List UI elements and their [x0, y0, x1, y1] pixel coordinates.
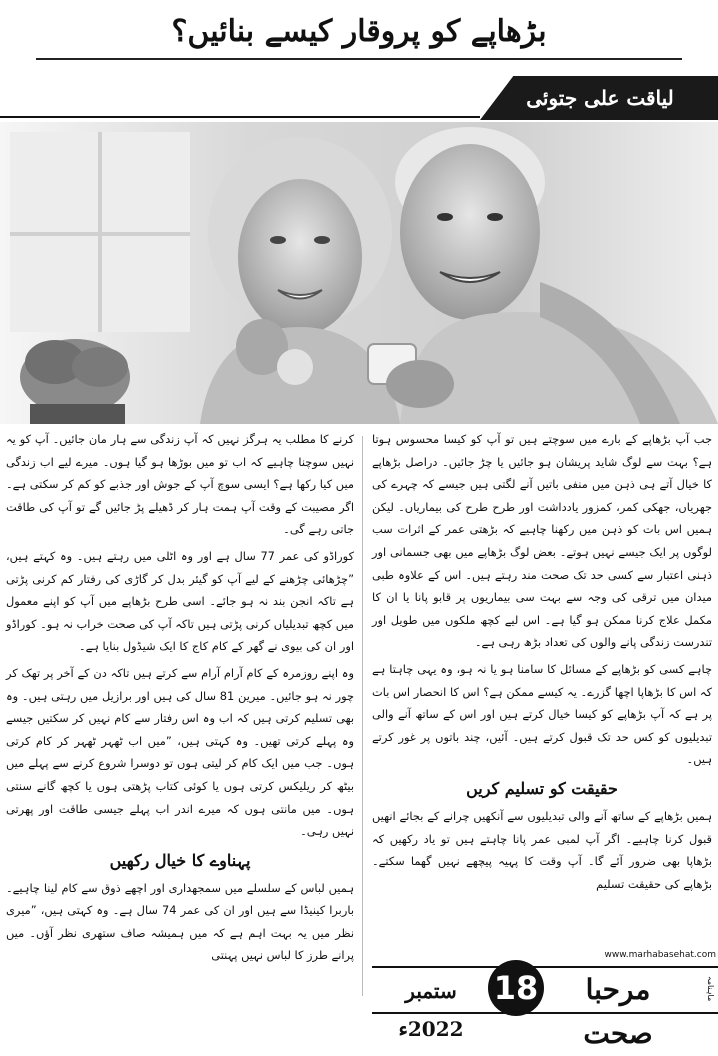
issue-date: ستمبر 2022ء [398, 979, 464, 1041]
author-rule [0, 116, 480, 118]
page-title: بڑھاپے کو پروقار کیسے بنائیں؟ [171, 14, 547, 49]
paragraph: چاہے کسی کو بڑھاپے کے مسائل کا سامنا ہو یا نہ ہو، وہ یہی چاہتا ہے کہ اس کا بڑھاپا اچھا گزرے۔ یہ کیسے ممکن ہے؟ اس کا انحصار اس بات پر ہے کہ آپ بڑھاپے کو کیسا خیال کرتے ہیں اور اس کے ساتھ آنے والی تبدیلیوں کو کس حد تک قبول کرتے ہیں۔ آئیں، چند باتوں پر غور کرتے ہیں۔ [372, 661, 712, 767]
title-rule [36, 58, 682, 60]
section-heading: حقیقت کو تسلیم کریں [466, 778, 618, 798]
paragraph: کرنے کا مطلب یہ ہرگز نہیں کہ آپ زندگی سے ہار مان جائیں۔ آپ کو یہ نہیں سوچنا چاہیے کہ اب تو میں بوڑھا ہو گیا ہوں۔ میرے لیے اب زندگی میں کیا رکھا ہے؟ ایسی سوچ آپ کے جوش اور جذبے کو کم کر سکتی ہے۔ اگر مصیبت کے وقت آپ ہمت ہار کر ڈھیلے پڑ جائیں گے تو آپ کی طاقت جاتی رہے گی۔ [6, 432, 354, 537]
magazine-tag: ماہنامہ [706, 976, 715, 1002]
magazine-masthead [372, 944, 718, 1050]
photo-illustration [0, 122, 718, 424]
website-url: www.marhabasehat.com [604, 950, 716, 960]
author-name: لیاقت علی جتوئی [526, 86, 674, 110]
article-column-left [6, 428, 354, 971]
paragraph: ہمیں لباس کے سلسلے میں سمجھداری اور اچھے ذوق سے کام لینا چاہیے۔ باربرا کینیڈا سے ہیں اور ان کی عمر 74 سال ہے۔ وہ کہتی ہیں، ”میری نظر میں یہ بہت اہم ہے کہ میں ہمیشہ صاف ستھری نظر آؤں۔ میں پرانے طرز کا لباس نہیں پہنتی [6, 880, 354, 963]
author-band [0, 76, 718, 120]
paragraph: ہمیں بڑھاپے کے ساتھ آنے والی تبدیلیوں سے آنکھیں چرانے کے بجائے انھیں قبول کرنا چاہیے۔ اگر آپ لمبی عمر پانا چاہتے ہیں تو یاد رکھیں کہ بڑھاپا بھی ضرور آئے گا۔ آپ وقت کا پہیہ پیچھے نہیں گھما سکتے۔ بڑھاپے کی حقیقت تسلیم [372, 808, 712, 891]
paragraph: وہ اپنے روزمرہ کے کام آرام آرام سے کرتے ہیں تاکہ دن کے آخر پر تھک کر چور نہ ہو جائیں۔ میرین 81 سال کی ہیں اور برازیل میں رہتی ہیں۔ وہ بھی تسلیم کرتی ہیں کہ اب وہ اس رفتار سے کام نہیں کر سکتیں جیسے وہ پہلے کرتی تھیں۔ وہ کہتی ہیں، ”میں اب ٹھہر ٹھہر کر کام کرتی ہوں۔ جب میں ایک کام کر لیتی ہوں تو دوسرا شروع کرنے سے پہلے میں بیٹھ کر ریلیکس کرتی ہوں یا کوئی کتاب پڑھتی ہوں یا کچھ گانے سنتی ہوں۔ میں مانتی ہوں کہ میرے اندر اب پہلے جیسی طاقت اور پھرتی نہیں رہی۔ [6, 665, 355, 839]
paragraph: جب آپ بڑھاپے کے بارے میں سوچتے ہیں تو آپ کو کیسا محسوس ہوتا ہے؟ بہت سے لوگ شاید پریشان ہو جائیں یا چڑ جائیں۔ دراصل بڑھاپے کا خیال آتے ہی ذہن میں منفی باتیں آنے لگتی ہیں جیسے کہ چہرے کی جھریاں، جھکی کمر، کمزور یادداشت اور طرح طرح کی بیماریاں۔ لیکن ہمیں اس بات کو ذہن میں رکھنا چاہیے کہ بڑھتی عمر کے اثرات سب لوگوں پر ایک جیسے نہیں ہوتے۔ بعض لوگ بڑھاپے میں بھی جسمانی اور ذہنی اعتبار سے کسی حد تک صحت مند رہتے ہیں۔ اس کے علاوہ طبی میدان میں ترقی کی وجہ سے بہت سی بیماریوں پر قابو پانا یا ان کا مکمل علاج کرنا ممکن ہو گیا ہے۔ اس لیے کچھ ملکوں میں طویل اور تندرست زندگی پانے والوں کی تعداد بڑھ رہی ہے۔ [372, 432, 712, 650]
paragraph: کوراڈو کی عمر 77 سال ہے اور وہ اٹلی میں رہتے ہیں۔ وہ کہتے ہیں، ”چڑھائی چڑھنے کے لیے آپ کو گیئر بدل کر گاڑی کی رفتار کم کرنی پڑتی ہے تاکہ انجن بند نہ ہو جائے۔ اسی طرح بڑھاپے میں آپ کو اپنے معمول میں کچھ تبدیلیاں کرنی پڑتی ہیں تاکہ آپ کی صحت خراب نہ ہو۔ کوراڈو اور ان کی بیوی نے گھر کے کام کاج کا ایک شیڈول بنایا ہے۔ [6, 548, 354, 654]
article-column-right [372, 428, 712, 899]
elderly-couple-photo [0, 122, 718, 424]
page-number: 18 [488, 960, 544, 1016]
magazine-name: مرحبا صحت [583, 973, 653, 1050]
section-heading: پہناوے کا خیال رکھیں [109, 850, 251, 870]
